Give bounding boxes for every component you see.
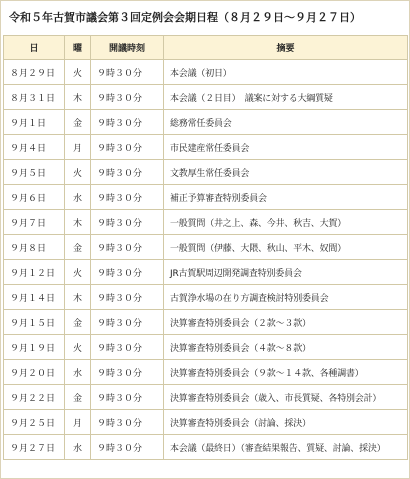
column-header-start-time: 開議時刻 (91, 36, 164, 60)
cell-date: ８月２９日 (4, 60, 65, 85)
table-row (4, 360, 408, 385)
table-row (4, 85, 408, 110)
column-header-summary: 摘要 (164, 36, 408, 60)
column-header-date: 日 (4, 36, 65, 60)
cell-day-of-week: 水 (65, 185, 91, 210)
table-row (4, 335, 408, 360)
cell-day-of-week: 火 (65, 60, 91, 85)
schedule-table (3, 35, 408, 460)
cell-day-of-week: 木 (65, 285, 91, 310)
cell-start-time: ９時３０分 (91, 235, 164, 260)
cell-summary: 補正予算審査特別委員会 (164, 185, 408, 210)
cell-summary: 決算審査特別委員会（歳入、市長質疑、各特別会計） (164, 385, 408, 410)
cell-summary: 決算審査特別委員会（討論、採決） (164, 410, 408, 435)
cell-start-time: ９時３０分 (91, 435, 164, 460)
table-header-row (4, 36, 408, 60)
cell-start-time: ９時３０分 (91, 135, 164, 160)
cell-start-time: ９時３０分 (91, 210, 164, 235)
cell-start-time: ９時３０分 (91, 85, 164, 110)
page-title: 令和５年古賀市議会第３回定例会会期日程（８月２９日～９月２７日） (9, 11, 361, 24)
table-row (4, 310, 408, 335)
cell-summary: 市民建産常任委員会 (164, 135, 408, 160)
cell-date: ９月５日 (4, 160, 65, 185)
cell-start-time: ９時３０分 (91, 160, 164, 185)
table-row (4, 185, 408, 210)
cell-start-time: ９時３０分 (91, 360, 164, 385)
cell-start-time: ９時３０分 (91, 285, 164, 310)
cell-date: ９月７日 (4, 210, 65, 235)
cell-summary: 文教厚生常任委員会 (164, 160, 408, 185)
cell-day-of-week: 金 (65, 235, 91, 260)
cell-day-of-week: 火 (65, 335, 91, 360)
cell-day-of-week: 金 (65, 310, 91, 335)
cell-date: ９月１日 (4, 110, 65, 135)
cell-date: ９月１９日 (4, 335, 65, 360)
table-row (4, 235, 408, 260)
table-row (4, 385, 408, 410)
table-row (4, 285, 408, 310)
cell-date: ９月１５日 (4, 310, 65, 335)
cell-day-of-week: 月 (65, 135, 91, 160)
table-row (4, 110, 408, 135)
cell-day-of-week: 火 (65, 260, 91, 285)
cell-summary: 本会議（２日目） 議案に対する大綱質疑 (164, 85, 408, 110)
cell-summary: JR古賀駅周辺開発調査特別委員会 (164, 260, 408, 285)
cell-day-of-week: 火 (65, 160, 91, 185)
cell-summary: 本会議（初日） (164, 60, 408, 85)
table-row (4, 135, 408, 160)
cell-day-of-week: 金 (65, 385, 91, 410)
table-row (4, 160, 408, 185)
cell-date: ８月３１日 (4, 85, 65, 110)
cell-summary: 決算審査特別委員会（４款～８款） (164, 335, 408, 360)
cell-summary: 一般質問（伊藤、大隈、秋山、平木、奴間） (164, 235, 408, 260)
cell-day-of-week: 水 (65, 360, 91, 385)
cell-start-time: ９時３０分 (91, 385, 164, 410)
cell-summary: 総務常任委員会 (164, 110, 408, 135)
cell-date: ９月２５日 (4, 410, 65, 435)
cell-summary: 決算審査特別委員会（９款～１４款、各種調書） (164, 360, 408, 385)
cell-start-time: ９時３０分 (91, 310, 164, 335)
table-row (4, 210, 408, 235)
cell-date: ９月２７日 (4, 435, 65, 460)
cell-summary: 本会議（最終日）（審査結果報告、質疑、討論、採決） (164, 435, 408, 460)
cell-start-time: ９時３０分 (91, 335, 164, 360)
cell-date: ９月１４日 (4, 285, 65, 310)
cell-day-of-week: 木 (65, 210, 91, 235)
cell-date: ９月４日 (4, 135, 65, 160)
cell-date: ９月２２日 (4, 385, 65, 410)
table-row (4, 260, 408, 285)
column-header-day-of-week: 曜 (65, 36, 91, 60)
cell-summary: 一般質問（井之上、森、今井、秋吉、大賀） (164, 210, 408, 235)
cell-start-time: ９時３０分 (91, 410, 164, 435)
table-row (4, 435, 408, 460)
cell-summary: 決算審査特別委員会（２款～３款） (164, 310, 408, 335)
cell-date: ９月１２日 (4, 260, 65, 285)
cell-date: ９月８日 (4, 235, 65, 260)
table-row (4, 60, 408, 85)
cell-day-of-week: 金 (65, 110, 91, 135)
cell-start-time: ９時３０分 (91, 60, 164, 85)
cell-day-of-week: 水 (65, 435, 91, 460)
cell-day-of-week: 木 (65, 85, 91, 110)
cell-date: ９月６日 (4, 185, 65, 210)
cell-start-time: ９時３０分 (91, 110, 164, 135)
table-row (4, 410, 408, 435)
cell-start-time: ９時３０分 (91, 185, 164, 210)
cell-day-of-week: 月 (65, 410, 91, 435)
cell-start-time: ９時３０分 (91, 260, 164, 285)
cell-date: ９月２０日 (4, 360, 65, 385)
cell-summary: 古賀浄水場の在り方調査検討特別委員会 (164, 285, 408, 310)
